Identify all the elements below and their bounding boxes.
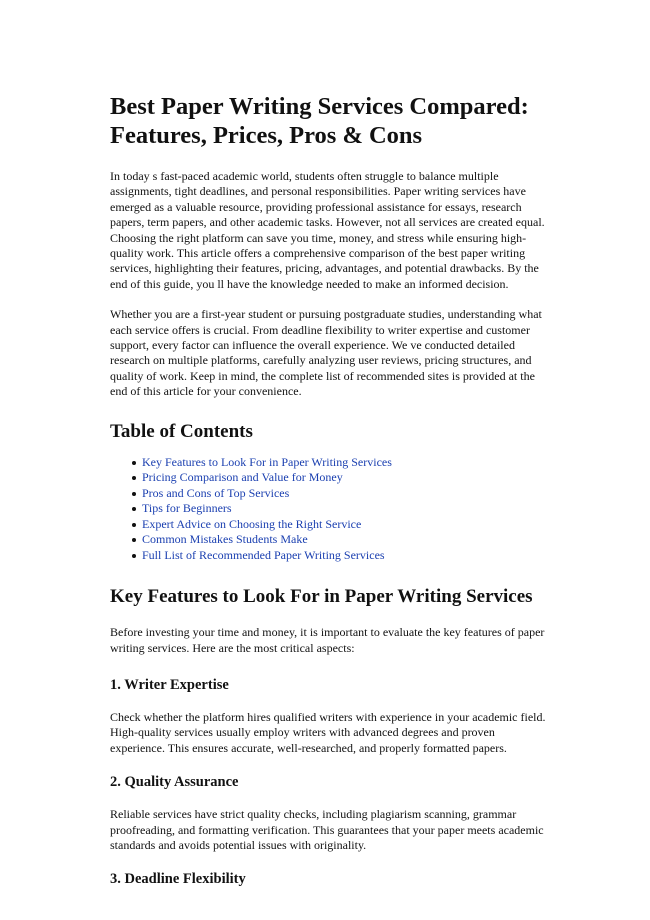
writer-expertise-text: Check whether the platform hires qualified writers with experience in your academic field. High-quality services usually employ writers with advanced degrees and proven experience. This ensures accurate, well-researched, and properly formatted papers. <box>110 710 546 755</box>
bullet-icon <box>132 538 136 542</box>
toc-item <box>132 532 546 548</box>
toc-item <box>132 501 546 517</box>
key-features-intro: Before investing your time and money, it is important to evaluate the key features of paper writing services. Here are the most critical aspects: <box>110 625 545 655</box>
intro-paragraph-2: Whether you are a first-year student or pursuing postgraduate studies, understanding what each service offers is crucial. From deadline flexibility to writer expertise and customer support, every factor can influence the overall experience. We ve conducted detailed research on multiple platforms, carefully analyzing user reviews, pricing structures, and quality of work. Keep in mind, the complete list of recommended sites is provided at the end of this article for your convenience. <box>110 307 542 399</box>
article-body <box>110 92 546 888</box>
toc-heading: Table of Contents <box>110 420 253 442</box>
bullet-icon <box>132 554 136 558</box>
table-of-contents <box>110 455 546 564</box>
quality-assurance-heading: 2. Quality Assurance <box>110 774 239 791</box>
toc-item <box>132 548 546 564</box>
title-line-2: Features, Prices, Pros & Cons <box>110 122 423 149</box>
toc-link-full-list[interactable]: Full List of Recommended Paper Writing Services <box>142 547 385 562</box>
key-features-heading: Key Features to Look For in Paper Writing Services <box>110 586 533 608</box>
bullet-icon <box>132 492 136 496</box>
bullet-icon <box>132 523 136 527</box>
deadline-flexibility-heading: 3. Deadline Flexibility <box>110 871 246 888</box>
toc-link-expert-advice[interactable]: Expert Advice on Choosing the Right Service <box>142 516 362 531</box>
toc-item <box>132 517 546 533</box>
toc-link-common-mistakes[interactable]: Common Mistakes Students Make <box>142 532 308 547</box>
bullet-icon <box>132 476 136 480</box>
toc-link-pricing[interactable]: Pricing Comparison and Value for Money <box>142 470 343 485</box>
toc-link-tips[interactable]: Tips for Beginners <box>142 501 232 516</box>
toc-link-key-features[interactable]: Key Features to Look For in Paper Writing Services <box>142 454 392 469</box>
quality-assurance-text: Reliable services have strict quality checks, including plagiarism scanning, grammar proofreading, and formatting verification. This guarantees that your paper meets academic standards and avoids potential issues with originality. <box>110 807 544 853</box>
toc-item <box>132 470 546 486</box>
title-line-1: Best Paper Writing Services Compared: <box>110 93 529 120</box>
intro-paragraph-1: In today s fast-paced academic world, students often struggle to balance multiple assignments, tight deadlines, and personal responsibilities. Paper writing services have emerged as a valuable resource, providing professional assistance for essays, research papers, term papers, and other academic tasks. However, not all services are created equal. Choosing the right platform can save you time, money, and stress while ensuring high-quality work. This article offers a comprehensive comparison of the best paper writing services, highlighting their features, pricing, advantages, and potential drawbacks. By the end of this guide, you ll have the knowledge needed to make an informed decision. <box>110 169 545 291</box>
bullet-icon <box>132 507 136 511</box>
toc-item <box>132 455 546 471</box>
toc-link-pros-cons[interactable]: Pros and Cons of Top Services <box>142 485 290 500</box>
page-title <box>110 92 546 150</box>
writer-expertise-heading: 1. Writer Expertise <box>110 677 229 693</box>
bullet-icon <box>132 461 136 465</box>
toc-item <box>132 486 546 502</box>
